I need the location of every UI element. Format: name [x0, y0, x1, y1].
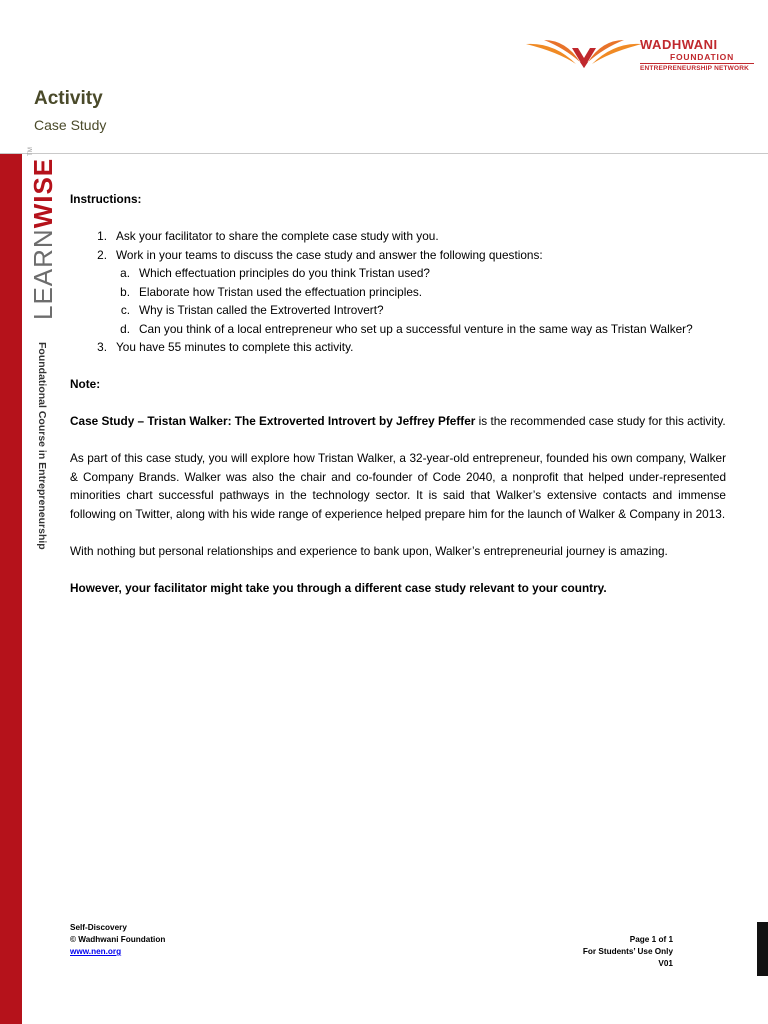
main-content [70, 190, 726, 597]
logo-divider [640, 63, 754, 64]
logo-wordmark: WADHWANI [640, 37, 718, 52]
learnwise-logo [27, 147, 58, 320]
wadhwani-logo-mark-icon [524, 34, 644, 72]
header-divider [0, 153, 768, 154]
footer-left [70, 922, 165, 958]
usage-note: For Students’ Use Only [582, 947, 673, 956]
journey-paragraph: With nothing but personal relationships and experience to bank upon, Walker’s entrepreneurial journey is amazing. [70, 543, 668, 558]
logo-network: ENTREPRENEURSHIP NETWORK [640, 65, 750, 72]
list-item: 3. You have 55 minutes to complete this activity. [97, 340, 354, 354]
learnwise-light: LEARN [27, 228, 58, 320]
course-title: Foundational Course in Entrepreneurship [36, 342, 48, 550]
page-subtitle: Case Study [34, 117, 107, 133]
left-accent-bar [0, 154, 22, 1024]
sub-list-item: d. Can you think of a local entrepreneur who set up a successful venture in the same way as Tristan Walker? [120, 321, 693, 336]
footer-copyright: © Wadhwani Foundation [70, 935, 166, 944]
case-study-title: Case Study – Tristan Walker: The Extroverted Introvert by Jeffrey Pfeffer [70, 414, 476, 428]
edge-tab [757, 922, 768, 976]
trademark: TM [28, 147, 34, 156]
sub-list-item: c. Why is Tristan called the Extroverted Introvert? [120, 303, 384, 317]
version-label: V01 [658, 959, 673, 968]
instructions-list [70, 227, 726, 357]
list-item: 2. Work in your teams to discuss the case study and answer the following questions: [97, 247, 543, 262]
list-item: 1. Ask your facilitator to share the complete case study with you. [97, 229, 439, 243]
note-label: Note: [70, 377, 101, 391]
sub-list-item: b. Elaborate how Tristan used the effectuation principles. [120, 284, 423, 299]
page-title: Activity [34, 88, 103, 109]
learnwise-bold: WISE [27, 157, 58, 229]
closing-note: However, your facilitator might take you through a different case study relevant to your country. [70, 580, 607, 595]
case-description: As part of this case study, you will explore how Tristan Walker, a 32-year-old entrepreneur, founded his own company, Walker & Company Brands. Walker was also the chair and co-founder of Code 2040, a nonprofit that helped under-represented minorities chart successful pathways in the technology sector. It is said that Walker’s extensive contacts and immense following on Twitter, along with his wide range of experience helped prepare him for the launch of Walker & Company in 2013. [70, 451, 726, 521]
page-number: Page 1 of 1 [629, 935, 673, 944]
note-paragraph: Case Study – Tristan Walker: The Extroverted Introvert by Jeffrey Pfeffer is the recommended case study for this activity. [70, 414, 726, 428]
instructions-label: Instructions: [70, 192, 142, 206]
footer-right [583, 934, 673, 970]
sub-list-item: a. Which effectuation principles do you think Tristan used? [120, 266, 430, 280]
footer-link[interactable]: www.nen.org [70, 947, 122, 956]
footer-module: Self-Discovery [70, 923, 127, 932]
logo-foundation: FOUNDATION [670, 52, 735, 62]
